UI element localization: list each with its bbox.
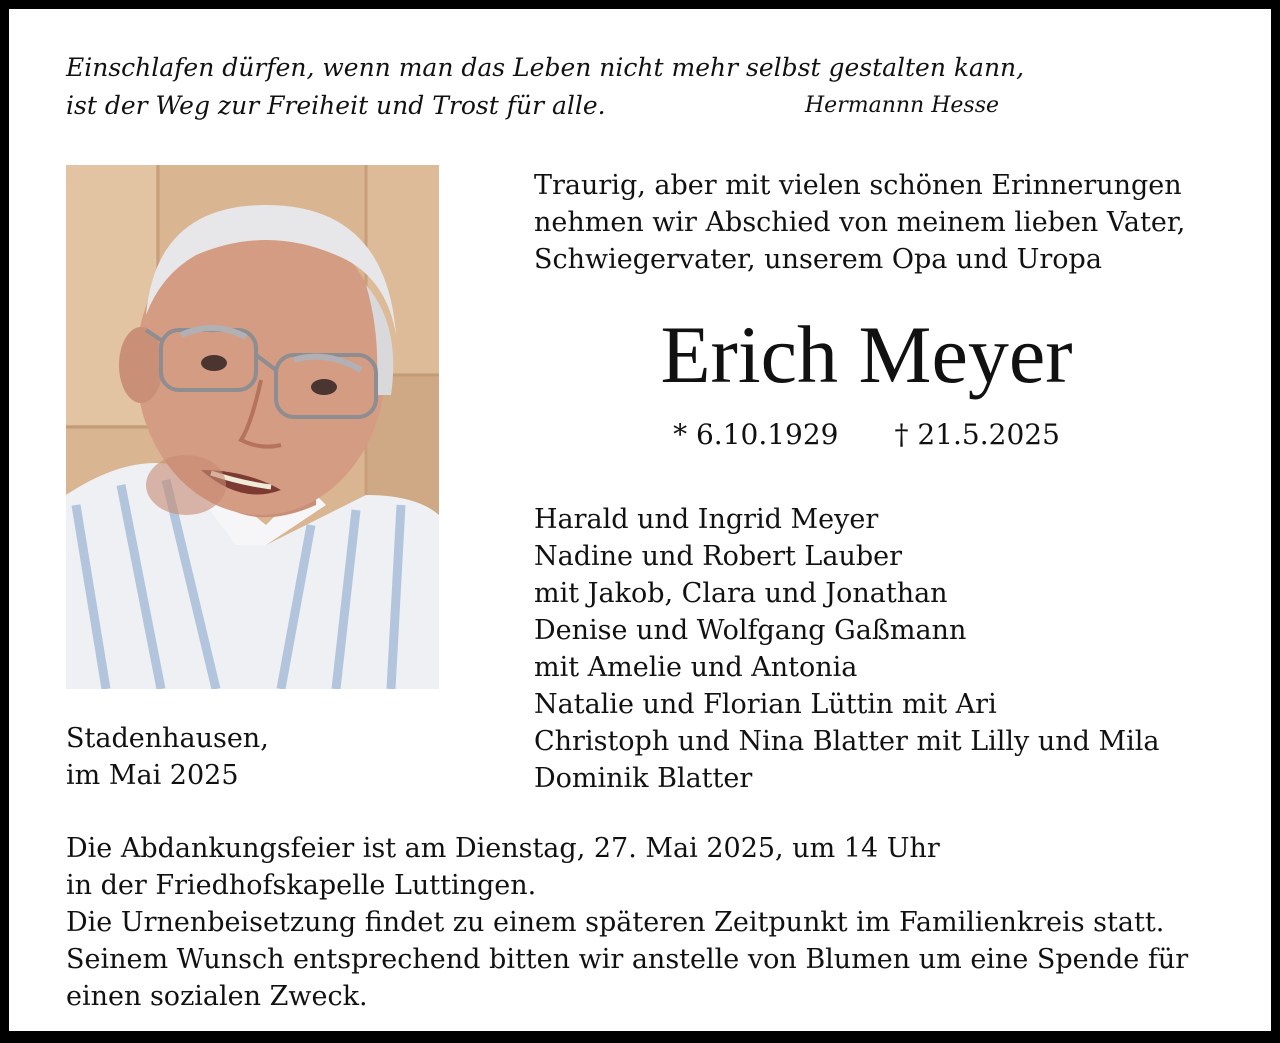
intro-line: nehmen wir Abschied von meinem lieben Vater, [534, 207, 1186, 238]
death-date: † 21.5.2025 [894, 418, 1060, 451]
mourners-list [534, 501, 1160, 797]
portrait-photo-image [66, 165, 439, 689]
service-information [66, 830, 1188, 1015]
service-line: Die Abdankungsfeier ist am Dienstag, 27. Mai 2025, um 14 Uhr [66, 833, 940, 864]
service-line: in der Friedhofskapelle Luttingen. [66, 870, 537, 901]
mourner-line: mit Jakob, Clara und Jonathan [534, 578, 948, 609]
motto-author: Hermannn Hesse [805, 93, 1000, 118]
mourner-line: mit Amelie und Antonia [534, 652, 858, 683]
deceased-name: Erich Meyer [660, 309, 1073, 400]
mourner-line: Harald und Ingrid Meyer [534, 504, 879, 535]
service-line: Die Urnenbeisetzung findet zu einem späteren Zeitpunkt im Familienkreis statt. [66, 907, 1165, 938]
mourner-line: Christoph und Nina Blatter mit Lilly und Mila [534, 726, 1160, 757]
service-line: einen sozialen Zweck. [66, 981, 368, 1012]
birth-date: * 6.10.1929 [673, 418, 839, 451]
intro-line: Schwiegervater, unserem Opa und Uropa [534, 244, 1102, 275]
mourner-line: Denise und Wolfgang Gaßmann [534, 615, 967, 646]
place-date [66, 720, 269, 794]
intro-line: Traurig, aber mit vielen schönen Erinnerungen [534, 170, 1182, 201]
mourner-line: Dominik Blatter [534, 763, 753, 794]
place-line: Stadenhausen, [66, 723, 269, 754]
mourner-line: Nadine und Robert Lauber [534, 541, 903, 572]
intro-text [534, 167, 1185, 278]
service-line: Seinem Wunsch entsprechend bitten wir anstelle von Blumen um eine Spende für [66, 944, 1189, 975]
mourner-line: Natalie und Florian Lüttin mit Ari [534, 689, 997, 720]
motto-line: ist der Weg zur Freiheit und Trost für alle. [66, 91, 606, 120]
portrait-photo [66, 165, 439, 689]
date-line: im Mai 2025 [66, 760, 239, 791]
life-dates [534, 415, 1199, 455]
motto-line: Einschlafen dürfen, wenn man das Leben nicht mehr selbst gestalten kann, [66, 53, 1025, 82]
